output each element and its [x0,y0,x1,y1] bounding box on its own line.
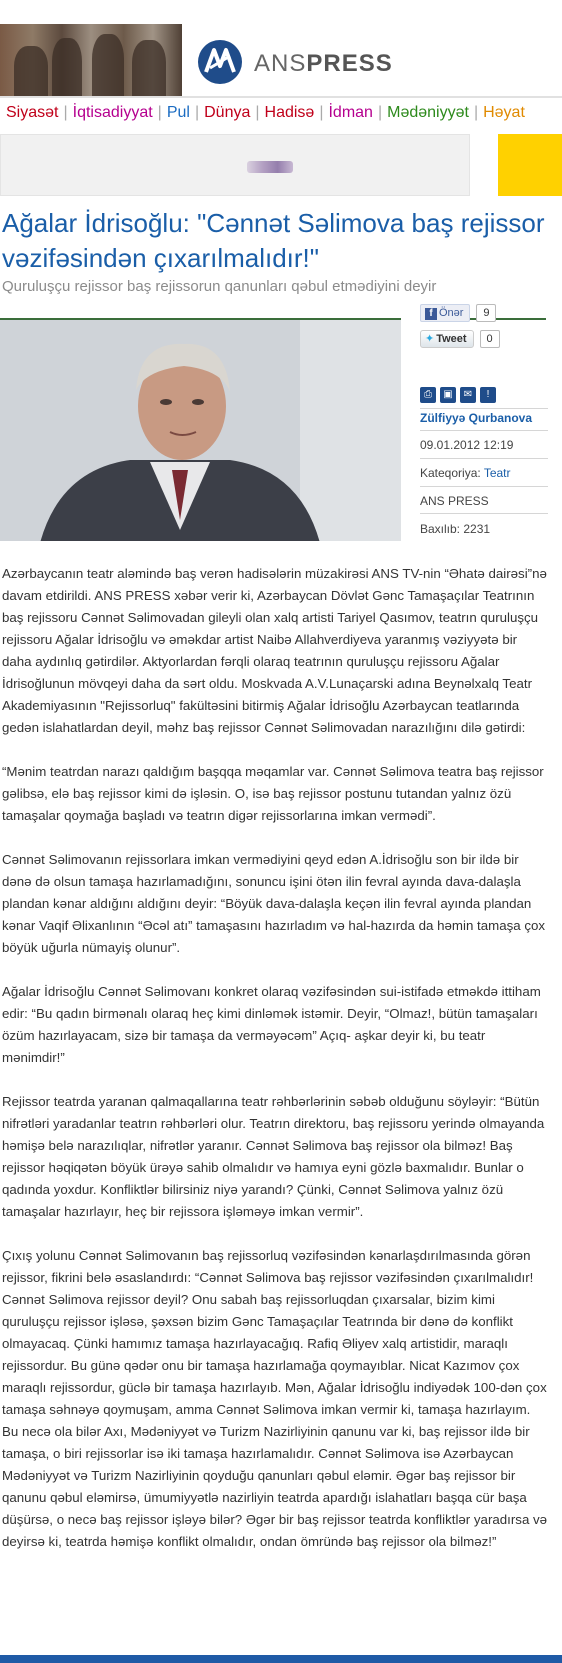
email-icon[interactable]: ✉ [460,387,476,403]
nav-item[interactable]: Mədəniyyət [387,104,469,121]
tweet-label: Tweet [436,333,467,345]
nav-separator: | [194,104,200,121]
source-label: ANS PRESS [420,494,489,508]
logo-main: ANS [254,50,307,77]
article-title: Ağalar İdrisoğlu: "Cənnət Səlimova baş rejissor vəzifəsindən çıxarılmalıdır!" [2,208,545,273]
ad-banner-side[interactable] [498,134,562,196]
category-label: Kateqoriya: [420,466,484,480]
article-photo [0,318,401,541]
site-logo-text[interactable] [254,50,393,78]
like-count: 9 [476,304,496,322]
facebook-icon: f [425,308,437,320]
nav-separator: | [319,104,324,121]
header-photo [0,24,182,96]
meta-divider [420,458,548,459]
nav-separator: | [63,104,68,121]
nav-separator: | [377,104,383,121]
nav-item[interactable]: Pul [166,104,190,121]
ad-banner[interactable] [0,134,470,196]
anspress-logo-icon[interactable] [196,38,244,86]
article-body [2,563,548,1575]
nav-item[interactable]: Dünya [204,104,251,121]
alert-icon[interactable]: ! [480,387,496,403]
banner-graphic [247,161,293,173]
nav-separator: | [473,104,479,121]
article-tools [420,384,500,402]
publish-date: 09.01.2012 12:19 [420,438,514,452]
meta-divider [420,408,548,409]
meta-divider [420,430,548,431]
article-paragraph: Ağalar İdrisoğlu Cənnət Səlimovanı konkret olaraq vəzifəsindən sui-istifadə etməkdə ittiham edir: “Bu qadın birmənalı olaraq heç kimi dinləmək istəmir. Deyir, “Olmaz!, bütün tamaşaları özüm hazırlayacam, sizə bir tamaşa da verməyəcəm” Açıq- aşkar deyir ki, bu teatr mənimdir!” [2,984,541,1065]
author-link[interactable]: Zülfiyyə Qurbanova [420,411,533,425]
article-subtitle: Quruluşçu rejissor baş rejissorun qanunları qəbul etmədiyini deyir [2,278,437,295]
view-count: Baxılıb: 2231 [420,522,491,536]
twitter-bird-icon: ✦ [425,333,435,345]
facebook-like-row [420,304,496,324]
meta-divider [420,486,548,487]
nav-item[interactable]: Siyasət [6,104,59,121]
twitter-row [420,330,500,350]
tweet-count: 0 [480,330,500,348]
nav-item[interactable]: İqtisadiyyat [72,104,153,121]
like-label: Önər [439,307,464,319]
logo-bold: PRESS [306,50,393,77]
tweet-button[interactable] [420,330,474,348]
print-icon[interactable]: ⎙ [420,387,436,403]
meta-divider [420,513,548,514]
photo-icon[interactable]: ▣ [440,387,456,403]
nav-separator: | [255,104,260,121]
category-line [420,466,550,480]
nav-item[interactable]: İdman [328,104,373,121]
site-header [0,0,562,96]
footer-bar [0,1655,562,1663]
nav-item[interactable]: Həyat [483,104,525,121]
facebook-like-button[interactable] [420,304,470,322]
article-paragraph: Rejissor teatrda yaranan qalmaqallarına teatr rəhbərlərinin səbəb olduğunu söyləyir: “Bütün nifrətləri yaradanlar teatrın rəhbərləri olur. Teatrın direktoru, baş rejissoru yerində olmayanda həmişə belə narazılıqlar, nifrətlər yaranır. Cənnət Səlimova baş rejissor ola bilməz! Baş rejissor həqiqətən böyük ürəyə sahib olmalıdır və hamıya eyni gözlə baxmalıdır. Bunlar o qadında yoxdur. Konfliktlər bilirsiniz niyə yarandı? Çünki, Cənnət Səlimova yalnız özü tamaşalar hazırlayır, heç bir rejissora işləməyə imkan vermir”. [2,1094,545,1219]
article-paragraph: Çıxış yolunu Cənnət Səlimovanın baş rejissorluq vəzifəsindən kənarlaşdırılmasında görən rejissor, fikrini belə əsaslandırdı: “Cənnət Səlimova baş rejissor vəzifəsindən çıxarılmalıdır! Cənnət Səlimova rejissor deyil? Onu sabah baş rejissorluqdan çıxarsalar, bizim kimi quruluşçu rejissor işləsə, şəxsən bizim Gənc Tamaşaçılar Teatrında bir dənə də konflikt olmayacaq. Çünki hamımız tamaşa hazırlayacağıq. Rafiq Əliyev xalq artistidir, maraqlı rejissordur. Bu günə qədər onu bir tamaşa hazırlamağa qoymayıblar. Nicat Kazımov çox maraqlı rejissordur, güclə bir tamaşa hazırlayıb. Mən, Ağalar İdrisoğlu indiyədək 100-dən çox tamaşa səhnəyə qoymuşam, amma Cənnət Səlimova imkan vermir ki, tamaşa hazırlayım. Bu necə ola bilər Axı, Mədəniyyət və Turizm Nazirliyinin qanunu var ki, baş rejissor ildə bir tamaşa, o biri rejissorlar isə iki tamaşa hazırlamalıdır. Cənnət Səlimova isə Azərbaycan Mədəniyyət və Turizm Nazirliyinin qoyduğu qanunları qəbul eləmir. Əgər baş rejissor bir qanunu qəbul eləmirsə, ümumiyyətlə nazirliyin teatrda apardığı islahatları başqa cür başa düşürsə, o necə baş rejissor işləyə bilər? Əgər bir baş rejissor teatrda konfliktlər yaradırsa və deyirsə ki, teatrda həmişə konflikt olmalıdır, ondan ömründə baş rejissor ola bilməz!” [2,1248,548,1549]
main-nav [6,104,525,128]
category-link[interactable]: Teatr [483,466,511,480]
article-paragraph: “Mənim teatrdan narazı qaldığım başqqa məqamlar var. Cənnət Səlimova teatra baş rejissor gəlibsə, elə baş rejissor kimi də işləsin. O, isə baş rejissor postunu tutandan yalnız özü tamaşalar qoymağa başladı və teatrın digər rejissorlarına imkan vermədi”. [2,764,544,823]
nav-item[interactable]: Hadisə [264,104,315,121]
nav-separator: | [157,104,162,121]
header-divider [0,96,562,98]
article-paragraph: Cənnət Səlimovanın rejissorlara imkan vermədiyini qeyd edən A.İdrisoğlu son bir ildə bir dənə də olsun tamaşa hazırlamadığını, sonuncu işini ötən ilin fevral ayında dava-dalaşla plandan kənar aldığını aldığını deyir: “Böyük dava-dalaşla keçən ilin fevral ayında plandan kənar Vaqif Əlixanlının “Əcəl atı” tamaşasını hazırladım və hal-hazırda da həmin tamaşa çox böyük uğurla nümayiş olunur”. [2,852,546,955]
article-paragraph: Azərbaycanın teatr aləmində baş verən hadisələrin müzakirəsi ANS TV-nin “Əhatə dairəsi”nə davam etdirildi. ANS PRESS xəbər verir ki, Azərbaycan Dövlət Gənc Tamaşaçılar Teatrının baş rejissoru Cənnət Səlimovadan gileyli olan xalq artisti Tariyel Qasımov, teatrın quruluşçu rejissoru Ağalar İdrisoğlu və əməkdar artist Naibə Allahverdiyeva yaranmış vəziyyətə bir daha aydınlıq gətirdilər. Aktyorlardan fərqli olaraq teatrının quruluşçu rejissoru Ağalar İdrisoğlunun mövqeyi daha da sərt oldu. Moskvada A.V.Lunaçarski adına Beynəlxalq Teatr Akademiyasının "Rejissorluq" fakültəsini bitirmiş Ağalar İdrisoğlu Azərbaycan teatlarında gedən islahatlardan deyil, məhz baş rejissor Cənnət Səlimovadan narazılığını dilə gətirdi: [2,566,547,735]
